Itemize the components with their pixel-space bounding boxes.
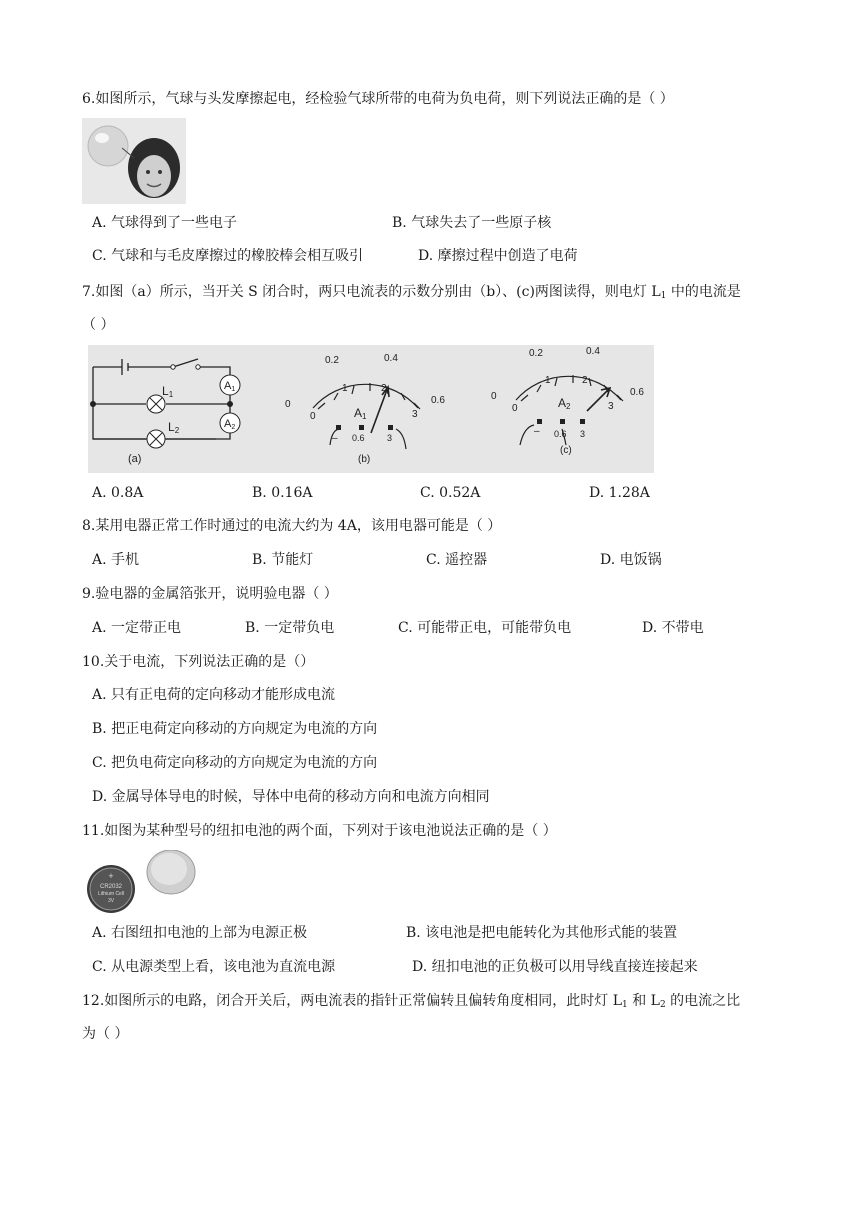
svg-text:0: 0 [512,403,518,414]
q6-option-c[interactable]: C. 气球和与毛皮摩擦过的橡胶棒会相互吸引 [92,248,364,264]
question-7-stem: 7.如图（a）所示，当开关 S 闭合时，两只电流表的示数分别由（b）、(c)两图读得，则电灯 $L_1$ 中的电流是 [82,284,741,301]
q8-option-b[interactable]: B. 节能灯 [252,552,314,568]
q9-option-a[interactable]: A. 一定带正电 [92,620,182,636]
svg-text:A1: A1 [354,406,367,421]
question-9-stem: 9.验电器的金属箔张开，说明验电器（ ） [82,586,338,602]
q11-option-c[interactable]: C. 从电源类型上看，该电池为直流电源 [92,959,336,975]
q7-option-b[interactable]: B. 0.16A [252,485,313,501]
svg-text:3: 3 [387,433,393,443]
q10-option-d[interactable]: D. 金属导体导电的时候，导体中电荷的移动方向和电流方向相同 [92,789,490,805]
svg-text:0: 0 [310,411,316,422]
svg-text:0.2: 0.2 [529,348,543,359]
svg-text:–: – [534,426,540,437]
svg-text:(a): (a) [128,453,142,465]
question-6-stem: 6.如图所示，气球与头发摩擦起电，经检验气球所带的电荷为负电荷，则下列说法正确的是（ ） [82,91,674,107]
q9-option-c[interactable]: C. 可能带正电，可能带负电 [398,620,572,636]
svg-text:0.6: 0.6 [352,433,365,443]
question-12-stem-line2: 为（ ） [82,1026,129,1042]
svg-text:3: 3 [412,409,418,420]
q7-option-d[interactable]: D. 1.28A [589,485,650,501]
q6-option-b[interactable]: B. 气球失去了一些原子核 [392,215,552,231]
svg-text:3V: 3V [107,898,115,904]
q8-option-d[interactable]: D. 电饭锅 [600,552,662,568]
question-8-stem: 8.某用电器正常工作时通过的电流大约为 4A，该用电器可能是（ ） [82,518,502,534]
svg-text:1: 1 [545,375,551,386]
q8-option-c[interactable]: C. 遥控器 [426,552,488,568]
svg-text:0.4: 0.4 [586,346,600,357]
q10-option-c[interactable]: C. 把负电荷定向移动的方向规定为电流的方向 [92,755,378,771]
lamp-l2-icon [147,430,165,448]
svg-text:0: 0 [491,391,497,402]
q9-option-d[interactable]: D. 不带电 [642,620,704,636]
svg-text:A2: A2 [224,418,236,431]
q7-option-a[interactable]: A. 0.8A [92,485,144,501]
svg-text:(b): (b) [358,454,371,465]
svg-text:0.6: 0.6 [630,387,644,398]
q11-option-d[interactable]: D. 纽扣电池的正负极可以用导线直接连接起来 [412,959,698,975]
svg-text:0.6: 0.6 [431,395,445,406]
question-7-stem-line2: （ ） [82,317,115,333]
question-11-stem: 11.如图为某种型号的纽扣电池的两个面，下列对于该电池说法正确的是（ ） [82,823,557,839]
button-battery-image [84,850,198,914]
svg-text:3: 3 [580,429,586,439]
svg-text:CR2032: CR2032 [99,884,123,890]
svg-text:(c): (c) [560,445,572,456]
svg-text:3: 3 [608,401,614,412]
svg-text:Lithium Cell: Lithium Cell [97,891,125,897]
q11-option-a[interactable]: A. 右图纽扣电池的上部为电源正极 [92,925,308,941]
svg-text:0: 0 [285,399,291,410]
q6-option-d[interactable]: D. 摩擦过程中创造了电荷 [418,248,578,264]
svg-text:0.4: 0.4 [384,353,398,364]
q10-option-b[interactable]: B. 把正电荷定向移动的方向规定为电流的方向 [92,721,378,737]
svg-text:0.2: 0.2 [325,355,339,366]
svg-text:+: + [108,871,114,881]
q10-option-a[interactable]: A. 只有正电荷的定向移动才能形成电流 [92,687,336,703]
svg-text:2: 2 [381,383,387,394]
q8-option-a[interactable]: A. 手机 [92,552,140,568]
svg-text:–: – [332,433,338,444]
q11-option-b[interactable]: B. 该电池是把电能转化为其他形式能的装置 [406,925,678,941]
balloon-hair-image [82,118,186,204]
svg-text:L2: L2 [168,420,180,435]
svg-text:1: 1 [342,383,348,394]
question-12-stem: 12.如图所示的电路，闭合开关后，两电流表的指针正常偏转且偏转角度相同，此时灯 $L_1$ 和 $L_2$ 的电流之比 [82,993,741,1010]
svg-text:A1: A1 [224,380,236,393]
q7-figure [88,345,654,473]
svg-text:A2: A2 [558,396,571,411]
question-10-stem: 10.关于电流，下列说法正确的是（） [82,654,315,670]
q6-option-a[interactable]: A. 气球得到了一些电子 [92,215,238,231]
svg-text:L1: L1 [162,384,174,399]
q7-option-c[interactable]: C. 0.52A [420,485,481,501]
q9-option-b[interactable]: B. 一定带负电 [245,620,335,636]
svg-text:0.6: 0.6 [554,429,567,439]
svg-text:2: 2 [582,375,588,386]
